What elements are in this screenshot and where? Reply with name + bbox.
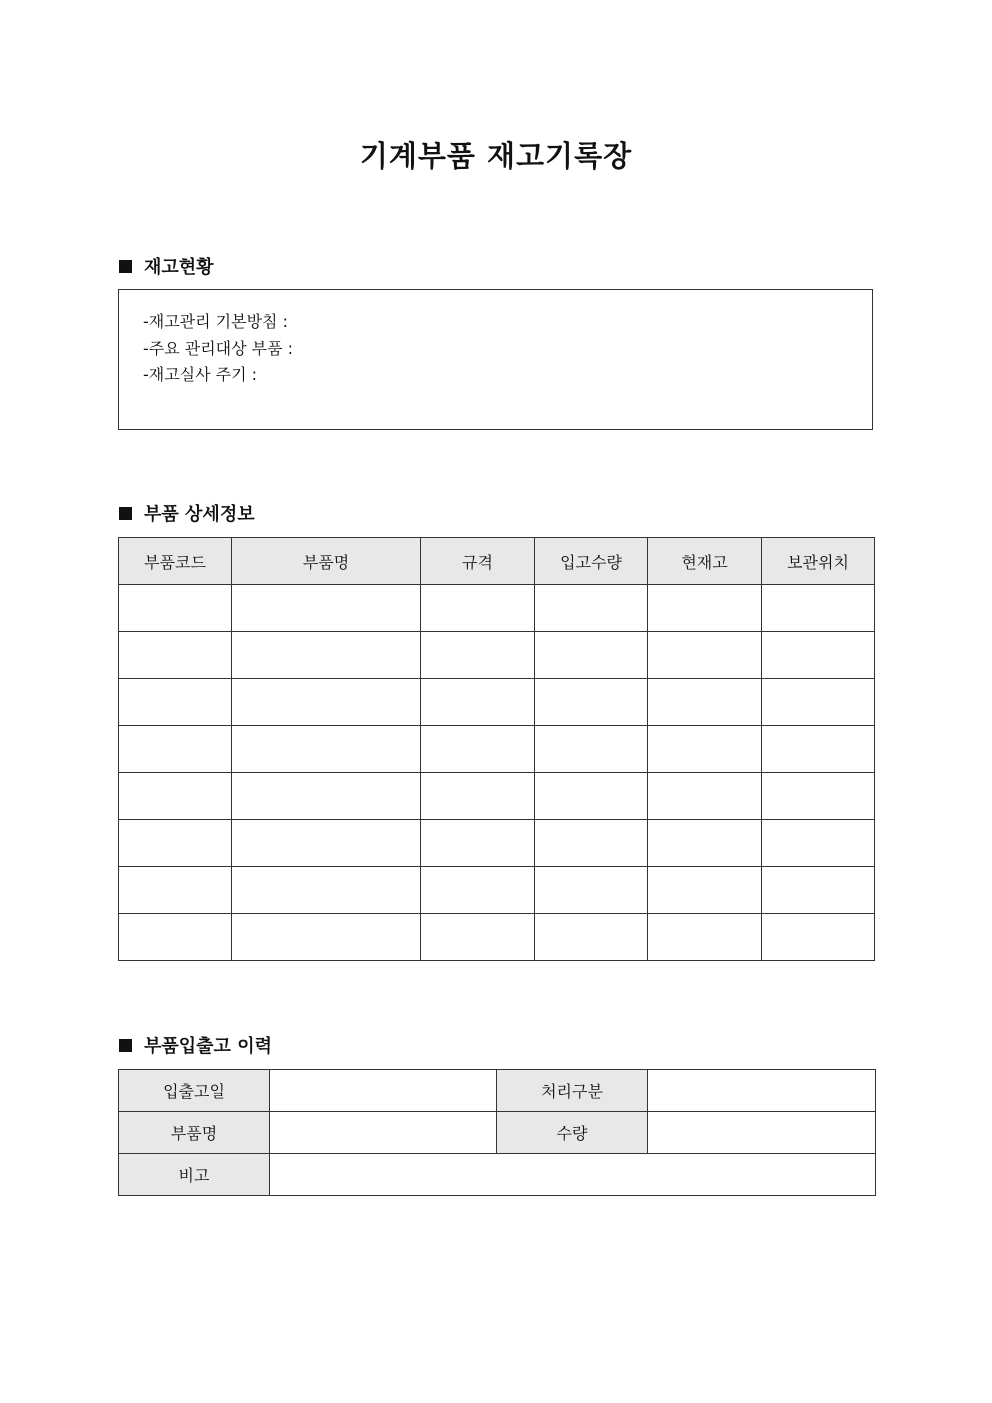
table-cell[interactable] (648, 679, 762, 726)
section-heading-status (119, 253, 214, 279)
table-cell[interactable] (762, 867, 875, 914)
table-cell[interactable] (648, 726, 762, 773)
table-cell[interactable] (535, 679, 648, 726)
column-header: 보관위치 (762, 538, 875, 585)
label-cell: 수량 (497, 1112, 648, 1154)
table-cell[interactable] (762, 585, 875, 632)
section-heading-detail (119, 500, 255, 526)
date-field[interactable] (270, 1070, 497, 1112)
table-cell[interactable] (232, 914, 421, 961)
status-line-target-parts: -주요 관리대상 부품 : (143, 338, 294, 358)
column-header: 현재고 (648, 538, 762, 585)
table-cell[interactable] (535, 632, 648, 679)
table-row (119, 867, 875, 914)
table-cell[interactable] (119, 820, 232, 867)
table-cell[interactable] (535, 726, 648, 773)
column-header: 규격 (421, 538, 535, 585)
table-cell[interactable] (762, 726, 875, 773)
section-title: 부품입출고 이력 (144, 1036, 272, 1057)
table-cell[interactable] (119, 773, 232, 820)
table-row (119, 632, 875, 679)
table-cell[interactable] (535, 820, 648, 867)
square-bullet-icon (119, 260, 132, 273)
table-cell[interactable] (648, 585, 762, 632)
part-detail-table (118, 537, 875, 961)
table-cell[interactable] (535, 773, 648, 820)
table-cell[interactable] (535, 867, 648, 914)
table-cell[interactable] (232, 679, 421, 726)
history-table (118, 1069, 876, 1196)
section-heading-history (119, 1032, 272, 1058)
table-cell[interactable] (535, 585, 648, 632)
note-field[interactable] (270, 1154, 876, 1196)
column-header: 부품코드 (119, 538, 232, 585)
table-cell[interactable] (648, 773, 762, 820)
label-cell: 비고 (119, 1154, 270, 1196)
square-bullet-icon (119, 1039, 132, 1052)
table-cell[interactable] (762, 632, 875, 679)
label-cell: 입출고일 (119, 1070, 270, 1112)
table-cell[interactable] (535, 914, 648, 961)
table-row (119, 726, 875, 773)
table-cell[interactable] (421, 820, 535, 867)
table-row (119, 820, 875, 867)
table-cell[interactable] (421, 773, 535, 820)
table-cell[interactable] (232, 867, 421, 914)
table-cell[interactable] (648, 820, 762, 867)
table-cell[interactable] (421, 679, 535, 726)
section-title: 재고현황 (144, 257, 214, 278)
label-cell: 처리구분 (497, 1070, 648, 1112)
table-cell[interactable] (421, 914, 535, 961)
table-cell[interactable] (119, 679, 232, 726)
table-cell[interactable] (762, 914, 875, 961)
table-row (119, 773, 875, 820)
table-cell[interactable] (119, 632, 232, 679)
table-cell[interactable] (648, 632, 762, 679)
table-cell[interactable] (421, 726, 535, 773)
table-cell[interactable] (648, 867, 762, 914)
status-box[interactable] (118, 289, 873, 430)
square-bullet-icon (119, 507, 132, 520)
table-cell[interactable] (119, 914, 232, 961)
column-header: 부품명 (232, 538, 421, 585)
table-cell[interactable] (119, 585, 232, 632)
table-cell[interactable] (232, 773, 421, 820)
label-cell: 부품명 (119, 1112, 270, 1154)
table-cell[interactable] (232, 820, 421, 867)
status-line-policy: -재고관리 기본방침 : (143, 312, 288, 331)
section-title: 부품 상세정보 (144, 504, 255, 525)
table-row (119, 1070, 876, 1112)
table-cell[interactable] (232, 726, 421, 773)
table-row (119, 1112, 876, 1154)
table-cell[interactable] (762, 820, 875, 867)
table-cell[interactable] (648, 914, 762, 961)
table-cell[interactable] (421, 867, 535, 914)
type-field[interactable] (648, 1070, 876, 1112)
table-header-row (119, 538, 875, 585)
table-cell[interactable] (232, 632, 421, 679)
quantity-field[interactable] (648, 1112, 876, 1154)
table-cell[interactable] (762, 773, 875, 820)
table-row (119, 914, 875, 961)
table-cell[interactable] (421, 632, 535, 679)
table-row (119, 1154, 876, 1196)
column-header: 입고수량 (535, 538, 648, 585)
table-cell[interactable] (421, 585, 535, 632)
table-row (119, 679, 875, 726)
table-cell[interactable] (762, 679, 875, 726)
table-row (119, 585, 875, 632)
table-cell[interactable] (119, 867, 232, 914)
page-title: 기계부품 재고기록장 (359, 139, 633, 173)
part-name-field[interactable] (270, 1112, 497, 1154)
table-cell[interactable] (119, 726, 232, 773)
status-line-audit-cycle: -재고실사 주기 : (143, 365, 258, 384)
table-cell[interactable] (232, 585, 421, 632)
